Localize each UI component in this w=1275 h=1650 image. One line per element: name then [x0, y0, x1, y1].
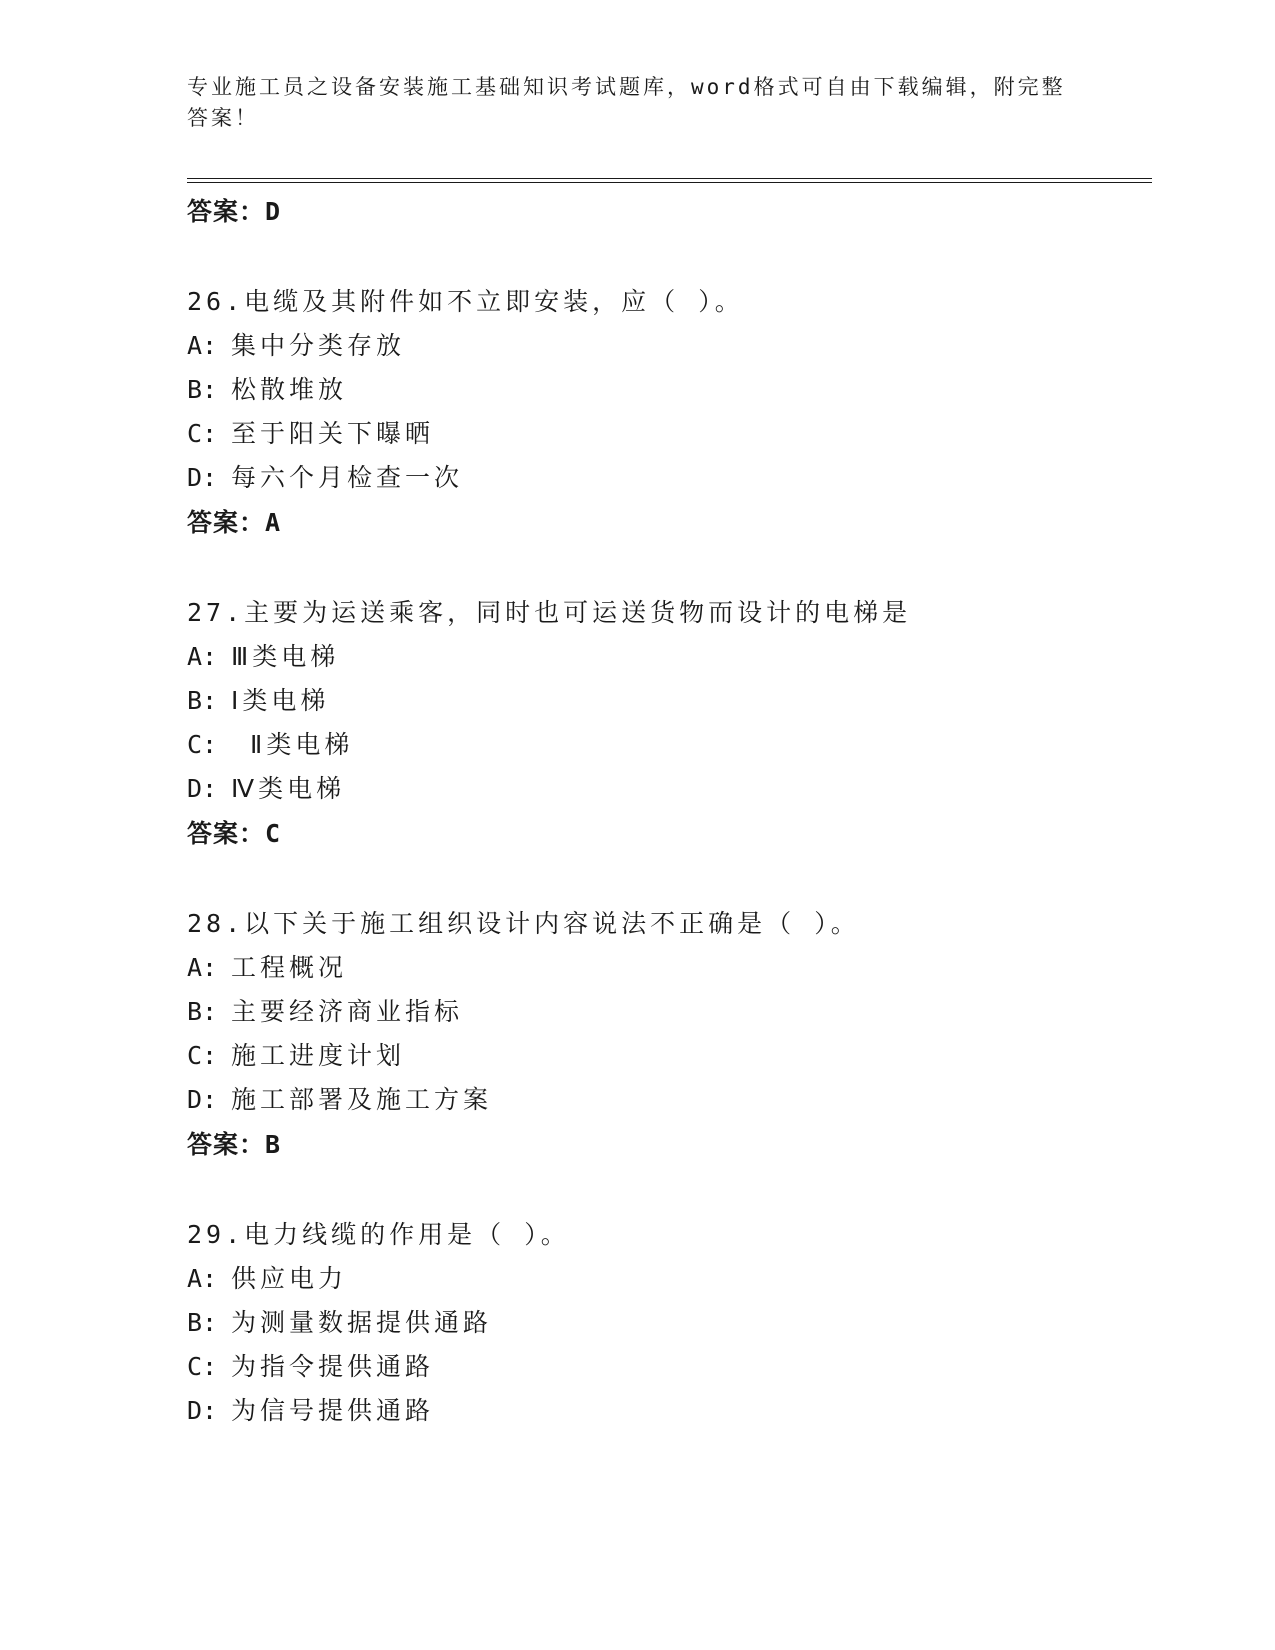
- question-29-option-c: [187, 1347, 434, 1383]
- header-divider-bottom: [187, 182, 1152, 183]
- document-header: 专业施工员之设备安装施工基础知识考试题库，word格式可自由下载编辑，附完整答案！: [187, 75, 1066, 130]
- question-27-option-d: [187, 769, 345, 805]
- question-26-answer: 答案：A: [187, 508, 282, 537]
- option-key: D:: [187, 1085, 218, 1114]
- option-text: 为测量数据提供通路: [231, 1308, 493, 1337]
- question-26-option-b: [187, 370, 347, 406]
- option-key: A:: [187, 1264, 218, 1293]
- option-key: A:: [187, 331, 218, 360]
- question-26-option-c: [187, 414, 434, 450]
- option-text: 为指令提供通路: [231, 1352, 435, 1381]
- option-text: 主要经济商业指标: [231, 997, 464, 1026]
- previous-answer: 答案：D: [187, 197, 282, 226]
- question-29-option-d: [187, 1391, 434, 1427]
- question-28-answer: 答案：B: [187, 1130, 282, 1159]
- option-key: A:: [187, 953, 218, 982]
- option-key: B:: [187, 375, 218, 404]
- question-26: 26.电缆及其附件如不立即安装，应（ ）。: [187, 287, 744, 316]
- question-27-option-a: [187, 637, 339, 673]
- option-key: D:: [187, 774, 218, 803]
- option-key: A:: [187, 642, 218, 671]
- option-text: Ⅲ类电梯: [231, 642, 340, 671]
- option-key: C:: [187, 419, 218, 448]
- question-28-option-a: [187, 948, 347, 984]
- question-29: 29.电力线缆的作用是（ ）。: [187, 1220, 570, 1249]
- option-key: B:: [187, 997, 218, 1026]
- option-text: Ⅰ类电梯: [231, 686, 330, 715]
- option-text: 集中分类存放: [231, 331, 406, 360]
- option-text: 至于阳关下曝晒: [231, 419, 435, 448]
- option-key: B:: [187, 1308, 218, 1337]
- option-text: 施工部署及施工方案: [231, 1085, 493, 1114]
- question-27: 27.主要为运送乘客，同时也可运送货物而设计的电梯是: [187, 598, 912, 627]
- option-key: C:: [187, 1352, 218, 1381]
- option-text: 每六个月检查一次: [231, 463, 464, 492]
- option-text: Ⅱ类电梯: [231, 730, 354, 759]
- option-text: 工程概况: [231, 953, 348, 982]
- option-text: 松散堆放: [231, 375, 348, 404]
- option-text: 供应电力: [231, 1264, 348, 1293]
- question-27-option-c: [187, 725, 353, 761]
- option-text: 为信号提供通路: [231, 1396, 435, 1425]
- option-key: B:: [187, 686, 218, 715]
- question-27-answer: 答案：C: [187, 819, 282, 848]
- question-28: 28.以下关于施工组织设计内容说法不正确是（ ）。: [187, 909, 860, 938]
- question-26-option-d: [187, 458, 463, 494]
- option-text: Ⅳ类电梯: [231, 774, 346, 803]
- option-key: C:: [187, 730, 218, 759]
- question-27-option-b: [187, 681, 329, 717]
- question-29-option-b: [187, 1303, 492, 1339]
- option-key: D:: [187, 1396, 218, 1425]
- option-text: 施工进度计划: [231, 1041, 406, 1070]
- question-28-option-b: [187, 992, 463, 1028]
- option-key: C:: [187, 1041, 218, 1070]
- option-key: D:: [187, 463, 218, 492]
- question-29-option-a: [187, 1259, 347, 1295]
- question-28-option-c: [187, 1036, 405, 1072]
- question-28-option-d: [187, 1080, 492, 1116]
- header-divider-top: [187, 178, 1152, 179]
- question-26-option-a: [187, 326, 405, 362]
